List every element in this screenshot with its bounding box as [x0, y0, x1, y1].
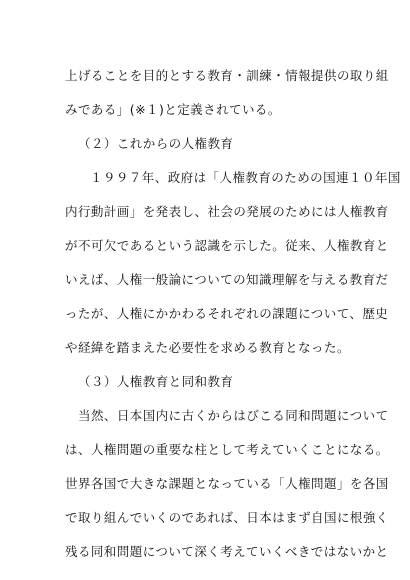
- text-line-13: 世界各国で大きな課題となっている「人権問題」を各国: [65, 476, 389, 491]
- text-line-8: ったが、人権にかかわるそれぞれの課題について、歴史: [65, 306, 389, 321]
- text-line-5: 内行動計画」を発表し、社会の発展のためには人権教育: [65, 204, 389, 219]
- section-heading-3: （３）人権教育と同和教育: [78, 374, 234, 389]
- text-line-1: 上げることを目的とする教育・訓練・情報提供の取り組: [65, 68, 389, 83]
- text-line-7: いえば、人権一般論についての知識理解を与える教育だ: [65, 272, 389, 287]
- text-line-15: 残る同和問題について深く考えていくべきではないかと: [65, 544, 389, 559]
- section-heading-2: （２）これからの人権教育: [78, 136, 234, 151]
- text-line-4: １９９７年、政府は「人権教育のための国連１０年国: [90, 170, 401, 185]
- text-line-11: 当然、日本国内に古くからはびこる同和問題について: [78, 408, 389, 423]
- text-line-6: が不可欠であるという認識を示した。従来、人権教育と: [65, 238, 389, 253]
- text-line-14: で取り組んでいくのであれば、日本はまず自国に根強く: [65, 510, 389, 525]
- text-line-12: は、人権問題の重要な柱として考えていくことになる。: [65, 442, 389, 457]
- text-line-9: や経緯を踏まえた必要性を求める教育となった。: [65, 340, 350, 355]
- text-line-2: みである」(※１)と定義されている。: [65, 102, 281, 117]
